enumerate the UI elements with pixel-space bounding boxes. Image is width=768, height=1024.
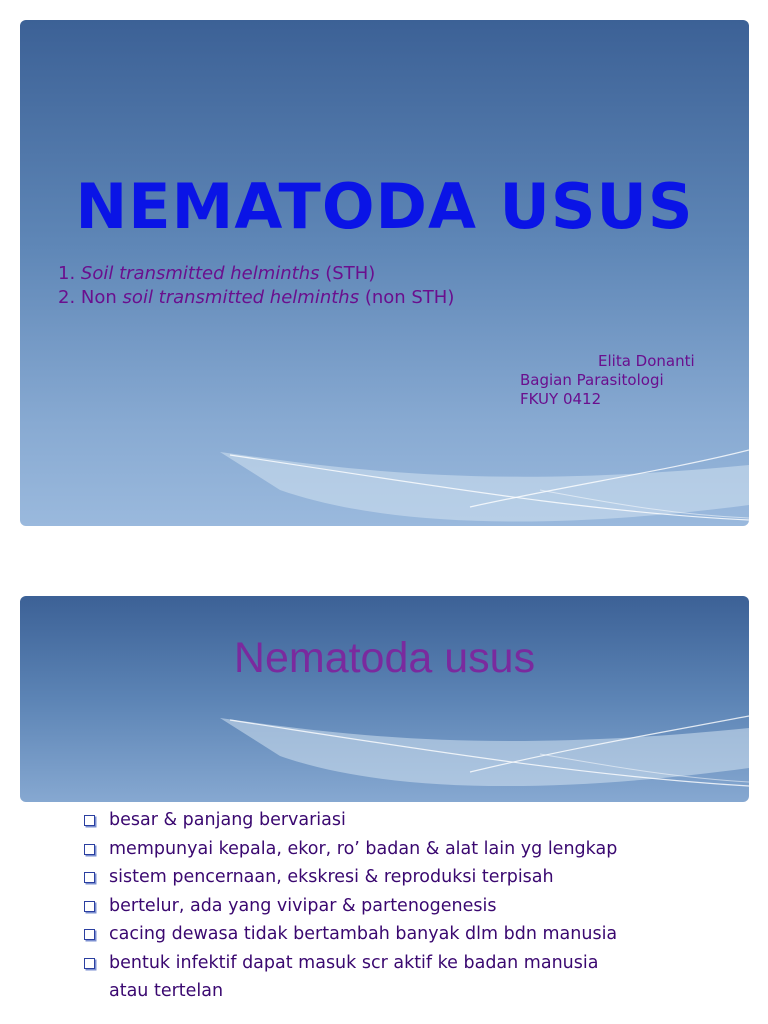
checkbox-bullet-icon bbox=[84, 901, 95, 912]
list-item: sistem pencernaan, ekskresi & reproduksi terpisah bbox=[84, 863, 617, 892]
checkbox-bullet-icon bbox=[84, 929, 95, 940]
slide-title: NEMATODA USUS bbox=[75, 170, 694, 243]
title-slide bbox=[20, 20, 749, 526]
content-slide-header bbox=[20, 596, 749, 802]
checkbox-bullet-icon bbox=[84, 815, 95, 826]
checkbox-bullet-icon bbox=[84, 872, 95, 883]
swoosh-decoration bbox=[20, 596, 749, 802]
subtitle-item: 1. Soil transmitted helminths (STH) bbox=[58, 263, 376, 284]
list-item: cacing dewasa tidak bertambah banyak dlm bdn manusia bbox=[84, 920, 617, 949]
list-item: mempunyai kepala, ekor, ro’ badan & alat lain yg lengkap bbox=[84, 835, 617, 864]
list-item-continuation: atau tertelan bbox=[109, 981, 224, 1001]
list-item: besar & panjang bervariasi bbox=[84, 806, 617, 835]
author-department: Bagian Parasitologi bbox=[520, 371, 664, 389]
bullet-list bbox=[84, 806, 617, 1006]
checkbox-bullet-icon bbox=[84, 844, 95, 855]
list-item: bertelur, ada yang vivipar & partenogenesis bbox=[84, 892, 617, 921]
subtitle-list bbox=[58, 262, 454, 310]
slide-title: Nematoda usus bbox=[233, 634, 536, 682]
checkbox-bullet-icon bbox=[84, 958, 95, 969]
author-code: FKUY 0412 bbox=[520, 390, 602, 408]
subtitle-item: 2. Non soil transmitted helminths (non STH) bbox=[58, 287, 455, 308]
author-name: Elita Donanti bbox=[598, 352, 695, 370]
author-block bbox=[520, 352, 695, 409]
list-item: bentuk infektif dapat masuk scr aktif ke badan manusia bbox=[84, 949, 617, 978]
